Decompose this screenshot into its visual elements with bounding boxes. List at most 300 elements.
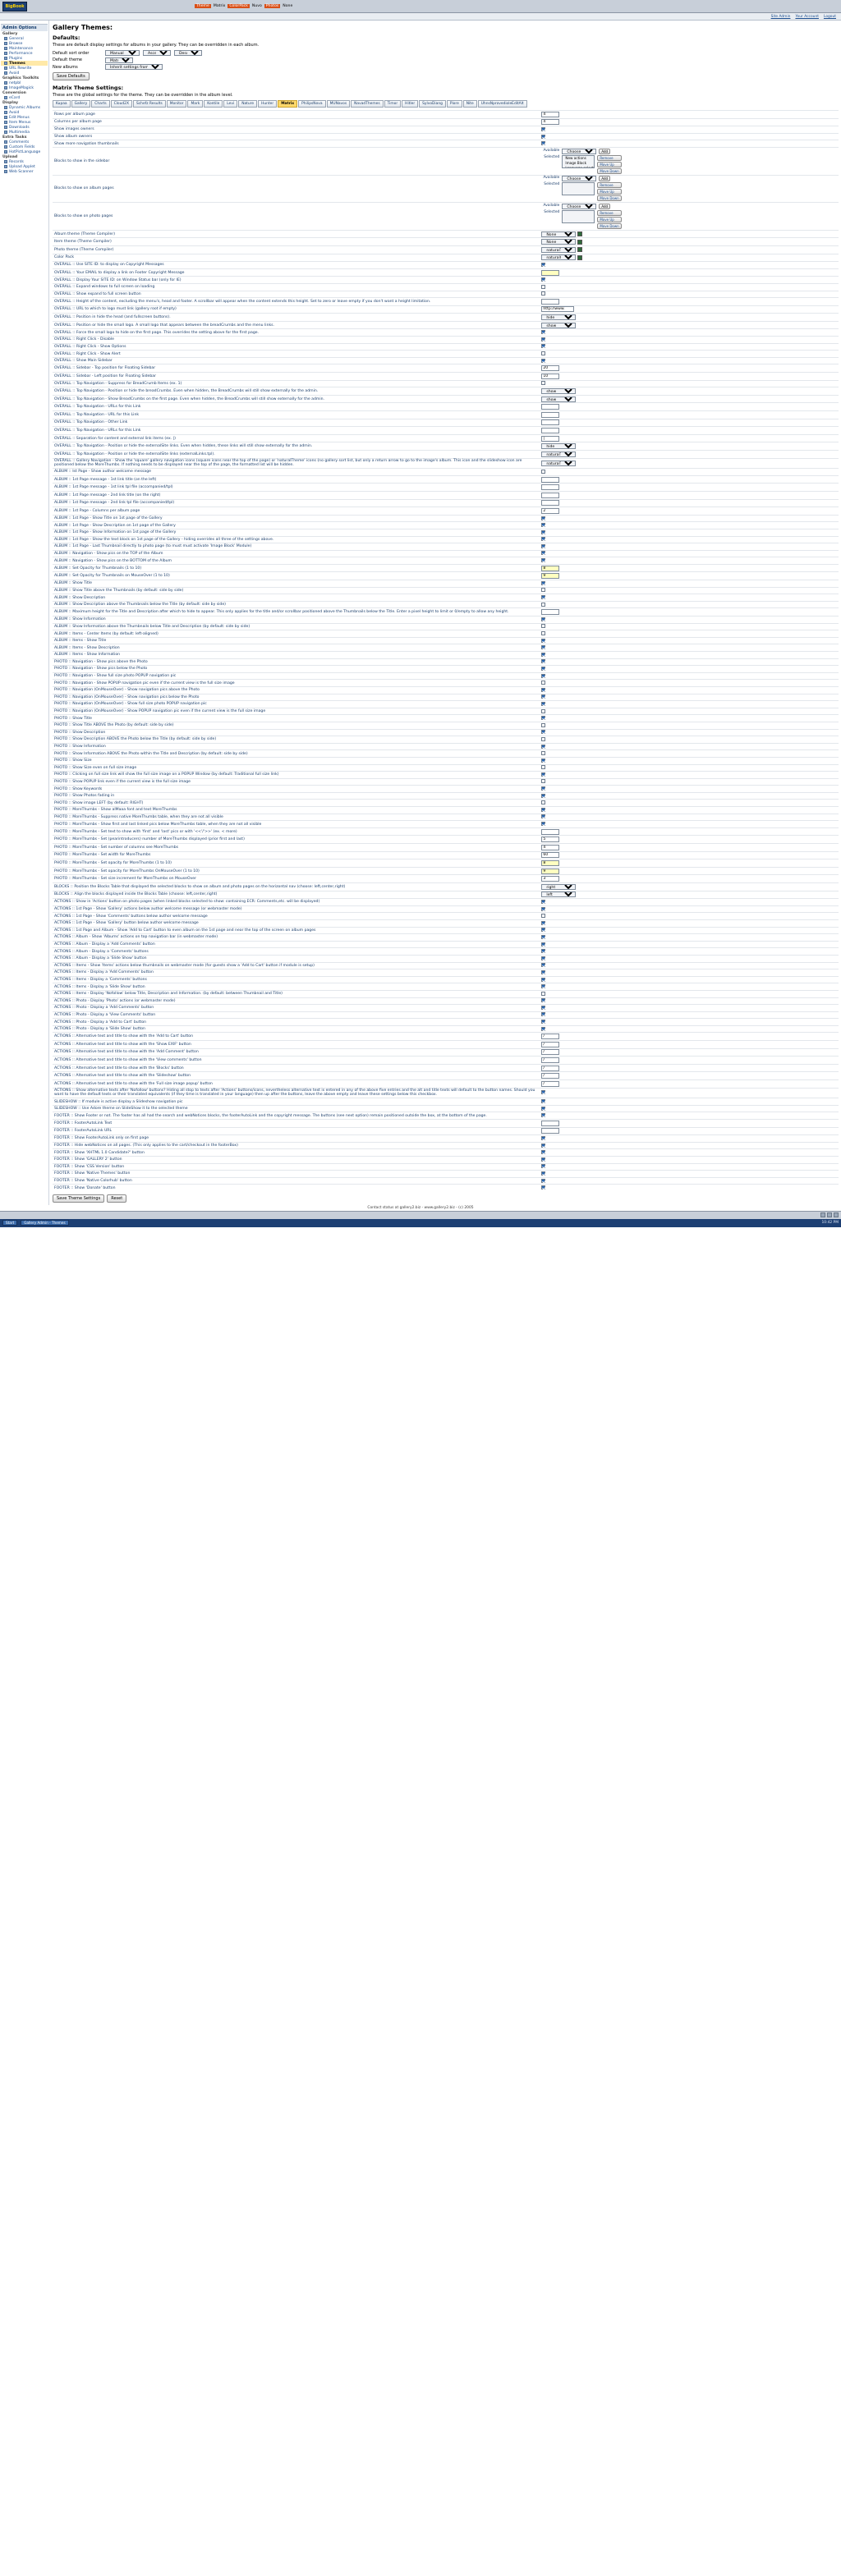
setting-checkbox[interactable]: [541, 935, 545, 939]
setting-checkbox[interactable]: [541, 1107, 545, 1111]
setting-text-input[interactable]: [541, 837, 559, 842]
setting-checkbox[interactable]: [541, 1012, 545, 1016]
setting-select[interactable]: [541, 451, 576, 457]
setting-text-input[interactable]: [541, 566, 559, 571]
setting-control-cell: [540, 743, 839, 750]
setting-checkbox[interactable]: [541, 772, 545, 777]
setting-text-input[interactable]: [541, 573, 559, 579]
setting-control-cell: [540, 941, 839, 948]
setting-checkbox[interactable]: [541, 285, 545, 289]
theme-tab-piore[interactable]: Piore: [447, 100, 462, 108]
setting-select[interactable]: [541, 884, 576, 890]
setting-text-input[interactable]: [541, 493, 559, 498]
setting-checkbox[interactable]: [541, 381, 545, 385]
blocks-available-select[interactable]: [562, 204, 596, 209]
theme-tab-munavos[interactable]: MUNavos: [327, 100, 351, 108]
setting-select[interactable]: [541, 231, 576, 237]
setting-row: [53, 623, 839, 630]
theme-tab-monitor[interactable]: Monitor: [167, 100, 187, 108]
setting-label: OVERALL :: Position or hide the small logo. A small logo that appears between the breadCrumbs and the menu links.: [53, 321, 540, 329]
setting-label: OVERALL :: Position in hide the head (and fullscreen buttons).: [53, 314, 540, 322]
setting-label: PHOTO :: Show POPUP link even if the current view is the full size image: [53, 778, 540, 786]
theme-tab-hitler[interactable]: Hitler: [402, 100, 418, 108]
color-swatch-icon: [577, 231, 582, 236]
setting-checkbox[interactable]: [541, 900, 545, 904]
setting-label: ALBUM :: Show Title: [53, 580, 540, 588]
setting-control-cell: [540, 899, 839, 906]
setting-checkbox[interactable]: [541, 1179, 545, 1183]
setting-label: ACTIONS :: Show alternative texts after 'Nofollow' buttons? Hiding all stop to texts after 'Actions' buttons/icons, nevertheless alternative text is entered in any of the above five entries and the alt and title texts will default to the button names. Should you want to have the default texts or their translated equivalents (if they time is translated in your language) then up after the buttons, leave the above empty and leave these settings below this checkbox.: [53, 1088, 540, 1098]
setting-row: [53, 419, 839, 427]
theme-tab-mark[interactable]: Mark: [187, 100, 203, 108]
setting-text-input[interactable]: [541, 112, 559, 117]
setting-checkbox[interactable]: [541, 992, 545, 996]
taskbar-window-gallery-admin[interactable]: Gallery Admin - Themes: [21, 1220, 68, 1226]
save-theme-settings-button[interactable]: Save Theme Settings: [53, 1194, 104, 1203]
setting-text-input[interactable]: [541, 404, 559, 410]
theme-tab-hunter[interactable]: Hunter: [258, 100, 277, 108]
setting-row: [53, 305, 839, 314]
setting-label: ACTIONS :: Alternative text and title to show with the 'Add Comment' button: [53, 1048, 540, 1057]
setting-checkbox[interactable]: [541, 702, 545, 706]
setting-row: [53, 778, 839, 786]
setting-select[interactable]: [541, 314, 576, 320]
setting-control-cell: [540, 836, 839, 844]
setting-checkbox[interactable]: [541, 127, 545, 131]
setting-row: [53, 859, 839, 868]
setting-checkbox[interactable]: [541, 330, 545, 334]
setting-select[interactable]: [541, 892, 576, 897]
setting-row: [53, 1057, 839, 1065]
setting-checkbox[interactable]: [541, 1113, 545, 1117]
setting-checkbox[interactable]: [541, 914, 545, 918]
theme-tab-uhnsnprovedioleeditalt[interactable]: UhnsNprovedioleEditAlt: [478, 100, 527, 108]
sidebar-group-gallery: Gallery: [2, 32, 18, 36]
setting-control-cell: [540, 1120, 839, 1128]
default-sort-direction-select[interactable]: [143, 50, 171, 56]
setting-checkbox[interactable]: [541, 135, 545, 139]
setting-label: ACTIONS :: Alternative text and title to show with the 'Show EXIF' button: [53, 1041, 540, 1049]
setting-row: [53, 927, 839, 934]
setting-control-cell: [540, 434, 839, 442]
site-admin-link[interactable]: Site Admin: [770, 14, 791, 19]
setting-checkbox[interactable]: [541, 523, 545, 527]
setting-text-input[interactable]: [541, 1057, 559, 1063]
setting-checkbox[interactable]: [541, 667, 545, 671]
blocks-move-up-button[interactable]: Move Up: [597, 217, 621, 222]
setting-checkbox[interactable]: [541, 970, 545, 974]
setting-select[interactable]: [541, 396, 576, 402]
setting-control-cell: [540, 140, 839, 148]
setting-row: [53, 708, 839, 715]
setting-select[interactable]: [541, 254, 576, 260]
setting-label: ALBUM :: 1st Page - Show the text block on 1st page of the Gallery - hiding overrides all three of the settings above.: [53, 536, 540, 543]
sidebar-item-label: URL Rewrite: [9, 66, 32, 71]
setting-checkbox[interactable]: [541, 928, 545, 932]
setting-checkbox[interactable]: [541, 141, 545, 145]
setting-checkbox[interactable]: [541, 779, 545, 783]
setting-checkbox[interactable]: [541, 984, 545, 988]
setting-select[interactable]: [541, 247, 576, 253]
setting-checkbox[interactable]: [541, 263, 545, 267]
setting-row: [53, 536, 839, 543]
setting-label: PHOTO :: Show Keywords: [53, 786, 540, 793]
setting-text-input[interactable]: [541, 1121, 559, 1126]
setting-row: [53, 701, 839, 708]
setting-row: [53, 262, 839, 269]
setting-row: [53, 1149, 839, 1157]
save-defaults-button[interactable]: Save Defaults: [53, 72, 90, 80]
setting-row: [53, 175, 839, 203]
setting-checkbox[interactable]: [541, 351, 545, 355]
setting-label: ACTIONS :: Album - Display a 'Comments' buttons: [53, 948, 540, 956]
blocks-add-button[interactable]: Add: [599, 149, 610, 154]
setting-row: [53, 321, 839, 329]
blocks-available-select[interactable]: [562, 149, 596, 154]
setting-checkbox[interactable]: [541, 794, 545, 798]
setting-control-cell: [540, 637, 839, 644]
theme-tab-kupaa[interactable]: Kupaa: [53, 100, 71, 108]
theme-tab-schefz-results[interactable]: Schefz Results: [133, 100, 166, 108]
main-content: [49, 21, 841, 1205]
setting-row: [53, 343, 839, 351]
setting-checkbox[interactable]: [541, 709, 545, 713]
setting-select[interactable]: [541, 443, 576, 449]
setting-row: [53, 298, 839, 306]
blocks-available-select[interactable]: [562, 176, 596, 181]
setting-text-input[interactable]: [541, 436, 559, 442]
blocks-add-button[interactable]: Add: [599, 176, 610, 181]
blocks-move-down-button[interactable]: Move Down: [597, 168, 621, 174]
tray-volume-icon[interactable]: [827, 1212, 832, 1217]
theme-tab-navadthemes[interactable]: NavadThemes: [351, 100, 383, 108]
setting-row: [53, 564, 839, 572]
quick-field-label-0: Theme: [196, 4, 209, 8]
setting-text-input[interactable]: [541, 428, 559, 433]
setting-label: BLOCKS :: Position the Blocks Table that displayed the selected blocks to show on album and photo pages on the horizontal nav (choose: left,center,right): [53, 883, 540, 892]
bullet-icon: [4, 42, 7, 45]
setting-control-cell: [540, 580, 839, 588]
setting-checkbox[interactable]: [541, 674, 545, 678]
bullet-icon: [4, 37, 7, 40]
setting-checkbox[interactable]: [541, 1150, 545, 1154]
quick-field-value-2[interactable]: None: [283, 4, 293, 8]
setting-text-input[interactable]: [541, 500, 559, 506]
default-sort-order-row: [53, 50, 839, 56]
setting-checkbox[interactable]: [541, 516, 545, 520]
blocks-move-down-button[interactable]: Move Down: [597, 195, 621, 201]
start-button[interactable]: Start: [2, 1220, 17, 1226]
setting-checkbox[interactable]: [541, 921, 545, 925]
setting-checkbox[interactable]: [541, 581, 545, 585]
setting-text-input[interactable]: [541, 1073, 559, 1079]
setting-checkbox[interactable]: [541, 1090, 545, 1094]
setting-label: FOOTER :: Show 'XHTML 1.0 Candidate?' button: [53, 1149, 540, 1157]
setting-checkbox[interactable]: [541, 470, 545, 474]
setting-row: [53, 1142, 839, 1149]
setting-checkbox[interactable]: [541, 745, 545, 749]
setting-control-cell: [540, 955, 839, 962]
setting-text-input[interactable]: [541, 1128, 559, 1134]
blocks-selected-option[interactable]: [563, 166, 593, 168]
setting-control-cell: [540, 133, 839, 140]
setting-text-input[interactable]: [541, 1034, 559, 1039]
setting-checkbox[interactable]: [541, 723, 545, 727]
setting-row: [53, 283, 839, 291]
setting-checkbox[interactable]: [541, 694, 545, 699]
setting-control-cell: [540, 403, 839, 411]
blocks-move-up-button[interactable]: Move Up: [597, 162, 621, 167]
setting-text-input[interactable]: [541, 270, 559, 276]
setting-checkbox[interactable]: [541, 1136, 545, 1140]
setting-checkbox[interactable]: [541, 645, 545, 649]
blocks-reorder-controls: [597, 155, 621, 174]
setting-row: [53, 729, 839, 736]
setting-row: [53, 652, 839, 659]
blocks-add-button[interactable]: Add: [599, 204, 610, 209]
setting-text-input[interactable]: [541, 852, 559, 858]
quick-field-value-1[interactable]: Nuvo: [251, 4, 262, 8]
setting-checkbox[interactable]: [541, 558, 545, 562]
setting-text-input[interactable]: [541, 477, 559, 483]
setting-text-input[interactable]: [541, 1049, 559, 1055]
setting-text-input[interactable]: [541, 365, 559, 371]
setting-row: [53, 427, 839, 435]
tray-network-icon[interactable]: [820, 1212, 825, 1217]
setting-checkbox[interactable]: [541, 737, 545, 741]
setting-checkbox[interactable]: [541, 978, 545, 982]
setting-text-input[interactable]: [541, 845, 559, 850]
sidebar-item-label: Item Menus: [9, 120, 31, 125]
theme-tabs: [53, 100, 839, 108]
setting-text-input[interactable]: [541, 829, 559, 835]
theme-tab-levi[interactable]: Levi: [223, 100, 237, 108]
setting-label: ACTIONS :: Photo - Display a 'Add Comments' button: [53, 1005, 540, 1012]
tray-shield-icon[interactable]: [834, 1212, 839, 1217]
setting-checkbox[interactable]: [541, 1185, 545, 1189]
theme-tab-cloud2x[interactable]: Cloud2X: [111, 100, 132, 108]
setting-checkbox[interactable]: [541, 751, 545, 755]
setting-text-input[interactable]: [541, 419, 559, 425]
setting-checkbox[interactable]: [541, 659, 545, 663]
theme-tab-timor[interactable]: Timor: [384, 100, 402, 108]
setting-checkbox[interactable]: [541, 963, 545, 967]
setting-checkbox[interactable]: [541, 822, 545, 826]
setting-row: [53, 1041, 839, 1049]
bullet-icon: [4, 126, 7, 129]
setting-row: [53, 715, 839, 722]
setting-checkbox[interactable]: [541, 1157, 545, 1162]
setting-text-input[interactable]: [541, 609, 559, 615]
setting-label: ACTIONS :: Show in 'Actions' button on photo pages (when linked blocks selected to show: containing ECR: Comments,etc. will be displayed): [53, 899, 540, 906]
setting-row: [53, 529, 839, 536]
setting-checkbox[interactable]: [541, 277, 545, 282]
setting-checkbox[interactable]: [541, 681, 545, 685]
setting-control-cell: [540, 268, 839, 277]
theme-tab-kontile[interactable]: Kontile: [204, 100, 223, 108]
setting-checkbox[interactable]: [541, 595, 545, 599]
setting-checkbox[interactable]: [541, 730, 545, 734]
setting-checkbox[interactable]: [541, 1099, 545, 1103]
blocks-remove-button[interactable]: Remove: [597, 210, 621, 216]
setting-control-cell: [540, 277, 839, 284]
setting-control-cell: [540, 658, 839, 666]
default-sort-direction-select-2[interactable]: [174, 50, 202, 56]
setting-select[interactable]: [541, 461, 576, 466]
setting-checkbox[interactable]: [541, 653, 545, 657]
sidebar-item-label: Upload Applet: [9, 164, 35, 169]
setting-checkbox[interactable]: [541, 1171, 545, 1176]
setting-label: SLIDESHOW :: Use Adore theme on SlideShow it to the selected theme: [53, 1105, 540, 1112]
setting-row: [53, 133, 839, 140]
setting-checkbox[interactable]: [541, 688, 545, 692]
setting-row: [53, 329, 839, 337]
theme-tab-sylvodiang[interactable]: SylvoDiang: [419, 100, 446, 108]
setting-row: [53, 658, 839, 666]
setting-control-cell: [540, 764, 839, 772]
setting-control-cell: [540, 891, 839, 899]
blocks-selected-list[interactable]: [562, 182, 595, 195]
blocks-reorder-controls: [597, 182, 621, 201]
reset-button[interactable]: Reset: [107, 1194, 126, 1203]
default-theme-select[interactable]: [105, 57, 133, 63]
setting-row: [53, 507, 839, 516]
setting-checkbox[interactable]: [541, 544, 545, 548]
setting-checkbox[interactable]: [541, 617, 545, 621]
setting-select[interactable]: [541, 388, 576, 394]
setting-control-cell: [540, 314, 839, 322]
setting-row: [53, 821, 839, 828]
setting-label: OVERALL :: Height of the content, excluding the menu's, head and footer. A scrollbar will appear when the content extends this height. Set to zero or leave empty if you don't want a height limitation.: [53, 298, 540, 306]
setting-checkbox[interactable]: [541, 624, 545, 628]
setting-row: [53, 1127, 839, 1135]
setting-label: OVERALL :: Expand windows to full screen on loading: [53, 283, 540, 291]
setting-checkbox[interactable]: [541, 551, 545, 555]
setting-text-input[interactable]: [541, 374, 559, 379]
setting-checkbox[interactable]: [541, 716, 545, 720]
setting-text-input[interactable]: [541, 869, 559, 874]
setting-text-input[interactable]: [541, 1081, 559, 1087]
setting-checkbox[interactable]: [541, 800, 545, 804]
sidebar-item-label: Edit Menus: [9, 115, 30, 120]
setting-checkbox[interactable]: [541, 942, 545, 947]
setting-checkbox[interactable]: [541, 603, 545, 607]
setting-checkbox[interactable]: [541, 359, 545, 363]
setting-row: [53, 666, 839, 673]
setting-checkbox[interactable]: [541, 759, 545, 763]
theme-tab-gallery[interactable]: Gallery: [71, 100, 91, 108]
setting-control-cell: [540, 1105, 839, 1112]
setting-row: [53, 764, 839, 772]
setting-checkbox[interactable]: [541, 631, 545, 635]
setting-checkbox[interactable]: [541, 1020, 545, 1024]
blocks-move-down-button[interactable]: Move Down: [597, 223, 621, 229]
theme-tab-matrix[interactable]: Matrix: [278, 100, 297, 108]
setting-row: [53, 403, 839, 411]
setting-text-input[interactable]: [541, 484, 559, 490]
setting-text-input[interactable]: [541, 1042, 559, 1047]
theme-tab-charts[interactable]: Charts: [91, 100, 109, 108]
sidebar-item-label: eCard: [9, 95, 21, 100]
setting-text-input[interactable]: [541, 508, 559, 514]
default-sort-order-select[interactable]: [105, 50, 140, 56]
setting-control-cell: [540, 499, 839, 507]
setting-checkbox[interactable]: [541, 765, 545, 769]
setting-checkbox[interactable]: [541, 588, 545, 592]
setting-text-input[interactable]: [541, 119, 559, 125]
taskbar-clock: 10:42 PM: [821, 1221, 839, 1226]
your-account-link[interactable]: Your Account: [795, 14, 819, 19]
setting-control-cell: [540, 351, 839, 358]
quick-field-value-0[interactable]: Matrix: [213, 4, 226, 8]
setting-label: ALBUM :: 1st Page message - 2nd link tpl file (accompanied/tpl): [53, 499, 540, 507]
blocks-remove-button[interactable]: Remove: [597, 182, 621, 188]
setting-control-cell: [540, 238, 839, 246]
setting-checkbox[interactable]: [541, 956, 545, 960]
setting-checkbox[interactable]: [541, 1144, 545, 1148]
blocks-move-up-button[interactable]: Move Up: [597, 189, 621, 195]
setting-text-input[interactable]: [541, 1066, 559, 1071]
theme-settings-table: [53, 110, 839, 1191]
logout-link[interactable]: Logout: [823, 14, 836, 19]
setting-row: [53, 772, 839, 779]
setting-label: ALBUM :: 1st Page message - 1st link tpl file (accompanied/tpl): [53, 484, 540, 492]
setting-checkbox[interactable]: [541, 291, 545, 296]
setting-row: [53, 277, 839, 284]
setting-checkbox[interactable]: [541, 639, 545, 643]
setting-checkbox[interactable]: [541, 786, 545, 791]
setting-checkbox[interactable]: [541, 1164, 545, 1168]
setting-checkbox[interactable]: [541, 808, 545, 812]
setting-control-cell: [540, 475, 839, 484]
blocks-selected-list[interactable]: [562, 155, 595, 168]
setting-checkbox[interactable]: [541, 907, 545, 911]
setting-select[interactable]: [541, 323, 576, 328]
setting-label: ACTIONS :: Alternative text and title to show with the 'Add to Cart' button: [53, 1033, 540, 1041]
setting-text-input[interactable]: [541, 299, 559, 305]
new-albums-select[interactable]: [105, 64, 163, 70]
setting-text-input[interactable]: [541, 306, 574, 312]
setting-label: ALBUM :: 1st Page - Last Thumbnail directly to photo page (to must must activate 'Image Block' Module): [53, 543, 540, 551]
sidebar-heading: Admin Options: [1, 24, 48, 31]
setting-select[interactable]: [541, 239, 576, 245]
theme-tab-philipsnova[interactable]: PhilipsNova: [298, 100, 325, 108]
color-swatch-icon: [577, 240, 582, 245]
setting-control-cell: [540, 722, 839, 729]
setting-checkbox[interactable]: [541, 998, 545, 1002]
setting-checkbox[interactable]: [541, 530, 545, 534]
blocks-remove-button[interactable]: Remove: [597, 155, 621, 161]
setting-text-input[interactable]: [541, 412, 559, 418]
setting-checkbox[interactable]: [541, 814, 545, 818]
bullet-icon: [4, 62, 7, 65]
setting-checkbox[interactable]: [541, 337, 545, 341]
setting-control-cell: [540, 1005, 839, 1012]
defaults-heading: Defaults:: [53, 34, 80, 41]
setting-row: [53, 919, 839, 927]
blocks-selected-list[interactable]: [562, 210, 595, 223]
setting-text-input[interactable]: [541, 876, 559, 882]
setting-checkbox[interactable]: [541, 537, 545, 541]
sidebar-item-web-scanner[interactable]: [1, 169, 48, 174]
setting-checkbox[interactable]: [541, 1027, 545, 1031]
setting-checkbox[interactable]: [541, 949, 545, 953]
theme-tab-nite[interactable]: Nite: [463, 100, 477, 108]
setting-checkbox[interactable]: [541, 344, 545, 348]
theme-tab-nature[interactable]: Nature: [238, 100, 257, 108]
setting-checkbox[interactable]: [541, 1006, 545, 1010]
setting-text-input[interactable]: [541, 860, 559, 866]
